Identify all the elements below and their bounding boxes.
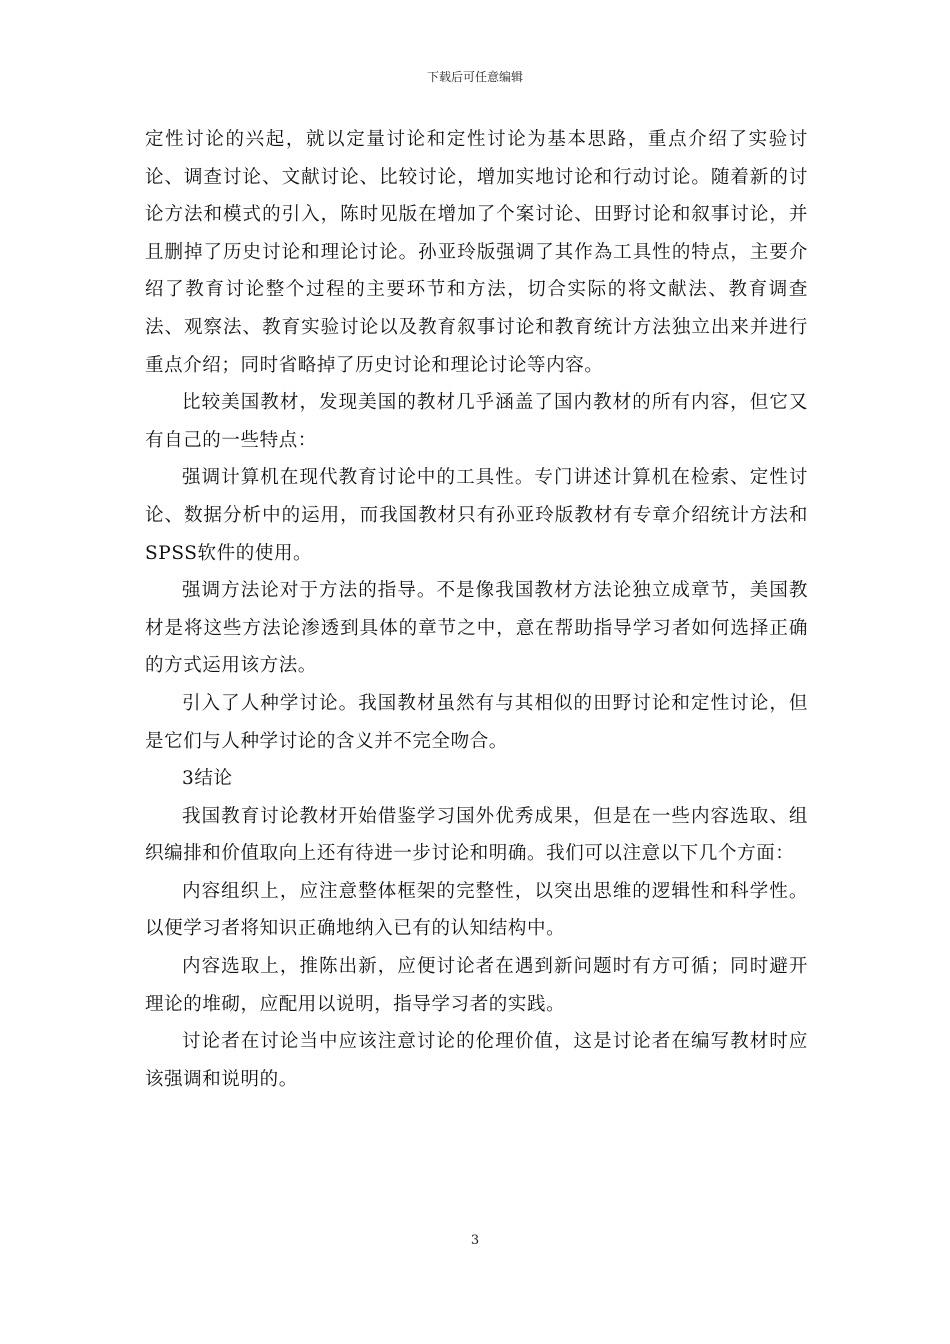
document-body xyxy=(145,121,808,1098)
paragraph-7: 内容组织上，应注意整体框架的完整性，以突出思维的逻辑性和科学性。以便学习者将知识正确地纳入已有的认知结构中。 xyxy=(145,880,808,940)
paragraph-5: 引入了人种学讨论。我国教材虽然有与其相似的田野讨论和定性讨论，但是它们与人种学讨论的含义并不完全吻合。 xyxy=(145,692,808,752)
paragraph-1: 定性讨论的兴起，就以定量讨论和定性讨论为基本思路，重点介绍了实验讨论、调查讨论、文献讨论、比较讨论，增加实地讨论和行动讨论。随着新的讨论方法和模式的引入，陈时见版在增加了个案讨论、田野讨论和叙事讨论，并且删掉了历史讨论和理论讨论。孙亚玲版强调了其作為工具性的特点，主要介绍了教育讨论整个过程的主要环节和方法，切合实际的将文献法、教育调查法、观察法、教育实验讨论以及教育叙事讨论和教育统计方法独立出来并进行重点介绍；同时省略掉了历史讨论和理论讨论等内容。 xyxy=(145,129,808,376)
paragraph-2: 比较美国教材，发现美国的教材几乎涵盖了国内教材的所有内容，但它又有自己的一些特点： xyxy=(145,392,808,451)
page-header: 下载后可任意编辑 xyxy=(426,70,523,84)
paragraph-6: 我国教育讨论教材开始借鉴学习国外优秀成果，但是在一些内容选取、组织编排和价值取向上还有待进一步讨论和明确。我们可以注意以下几个方面： xyxy=(145,805,808,865)
paragraph-9: 讨论者在讨论当中应该注意讨论的伦理价值，这是讨论者在编写教材时应该强调和说明的。 xyxy=(145,1031,808,1090)
paragraph-4: 强调方法论对于方法的指导。不是像我国教材方法论独立成章节，美国教材是将这些方法论渗透到具体的章节之中，意在帮助指导学习者如何选择正确的方式运用该方法。 xyxy=(145,580,808,677)
page-number: 3 xyxy=(470,1233,480,1248)
paragraph-8: 内容选取上，推陈出新，应便讨论者在遇到新问题时有方可循；同时避开理论的堆砌，应配用以说明，指导学习者的实践。 xyxy=(145,956,808,1015)
section-heading-conclusion: 3结论 xyxy=(182,768,233,790)
paragraph-3: 强调计算机在现代教育讨论中的工具性。专门讲述计算机在检索、定性讨论、数据分析中的运用，而我国教材只有孙亚玲版教材有专章介绍统计方法和SPSS软件的使用。 xyxy=(145,467,808,564)
